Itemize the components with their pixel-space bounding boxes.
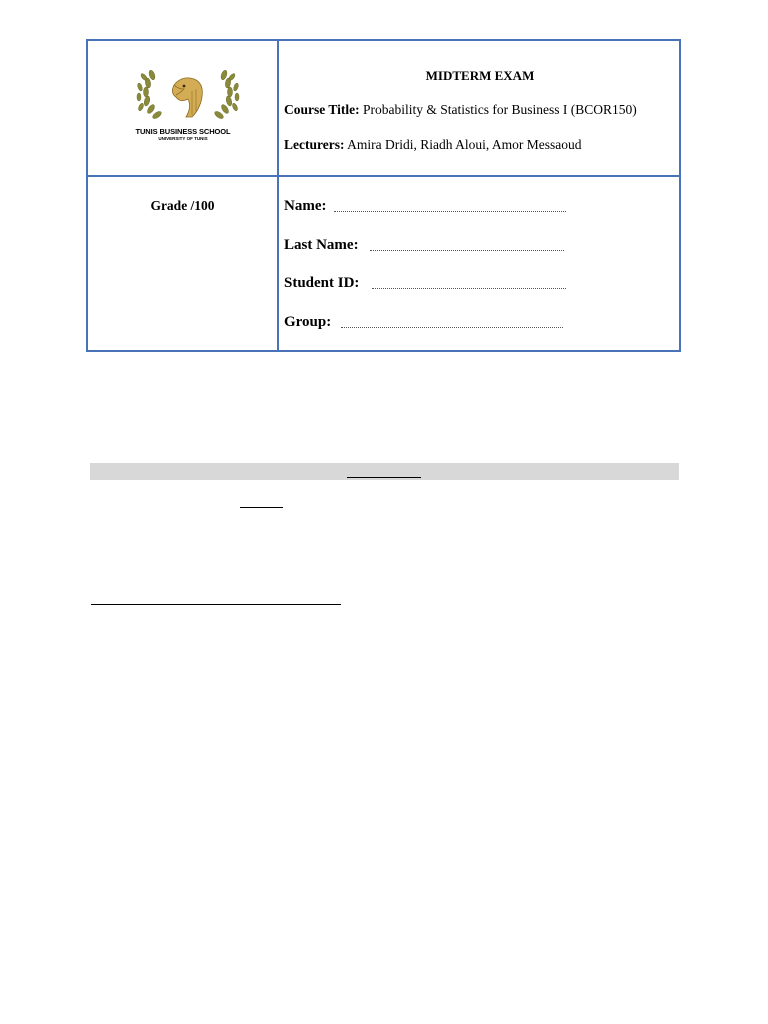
eagle-laurel-icon — [136, 67, 240, 127]
lecturers-label: Lecturers: — [284, 137, 345, 152]
student-id-label: Student ID: — [284, 275, 360, 291]
course-title-label: Course Title: — [284, 102, 360, 117]
table-horizontal-divider — [88, 175, 679, 177]
table-vertical-divider — [277, 41, 279, 350]
last-name-field[interactable] — [370, 250, 564, 251]
university-name: UNIVERSITY OF TUNIS — [158, 136, 208, 141]
section-heading-underline — [347, 477, 421, 478]
exam-title: MIDTERM EXAM — [425, 68, 535, 83]
course-title-line — [284, 102, 637, 118]
long-underline-mark — [91, 604, 341, 605]
name-label: Name: — [284, 198, 327, 214]
group-field[interactable] — [341, 327, 563, 328]
group-label: Group: — [284, 314, 332, 330]
lecturers-value: Amira Dridi, Riadh Aloui, Amor Messaoud — [347, 137, 582, 152]
student-id-field[interactable] — [372, 288, 566, 289]
last-name-label: Last Name: — [284, 237, 359, 253]
grade-label: Grade /100 — [150, 198, 215, 213]
lecturers-line — [284, 137, 581, 153]
school-name: TUNIS BUSINESS SCHOOL — [135, 127, 231, 136]
course-title-value: Probability & Statistics for Business I (BCOR150) — [363, 102, 637, 117]
name-field[interactable] — [334, 211, 566, 212]
short-underline-mark — [240, 507, 283, 508]
exam-header-table — [86, 39, 681, 352]
